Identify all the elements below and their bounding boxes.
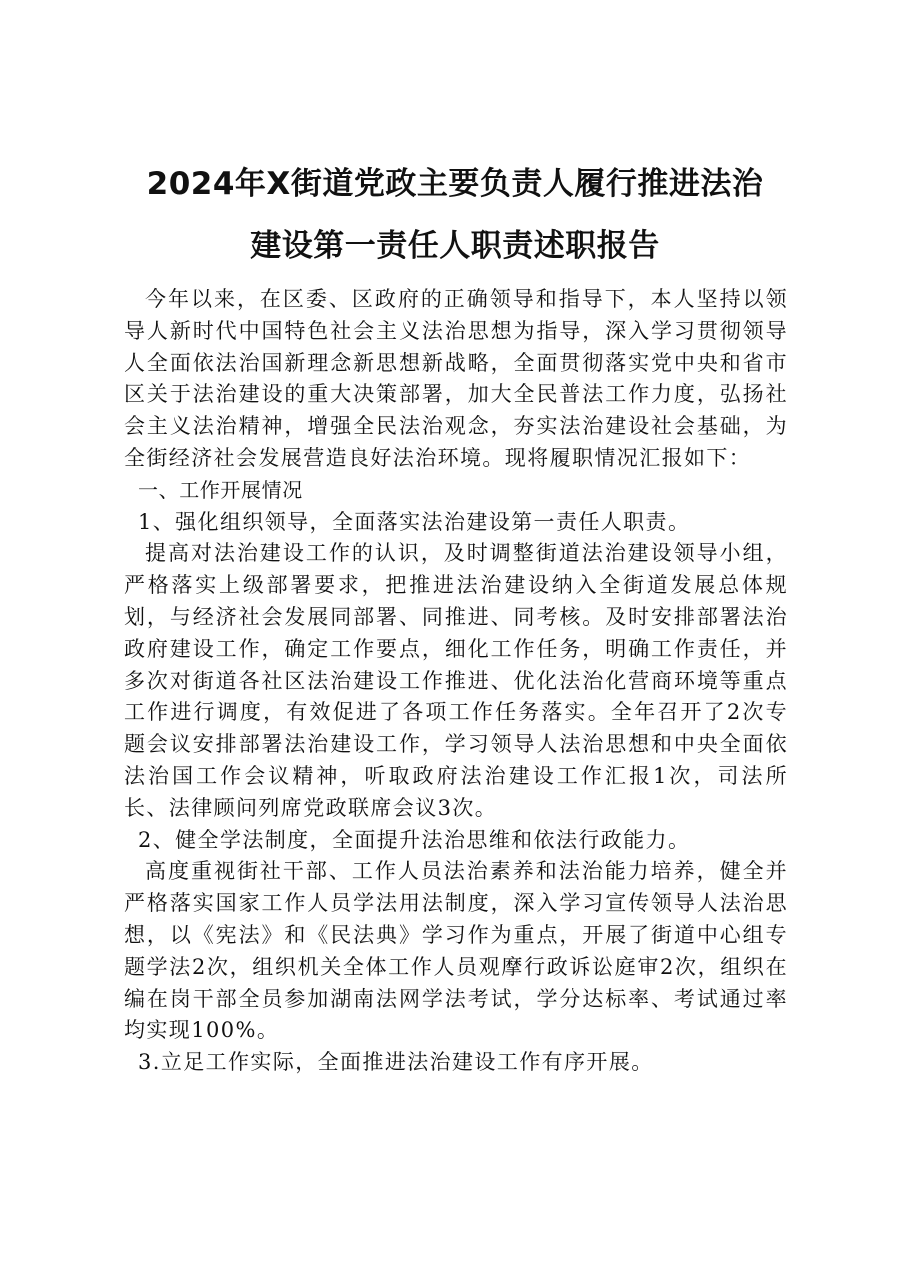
item-2-title: 2、健全学法制度，全面提升法治思维和依法行政能力。	[138, 827, 691, 852]
item-1-body: 提高对法治建设工作的认识，及时调整街道法治建设领导小组，严格落实上级部署要求，把推进法治建设纳入全街道发展总体规划，与经济社会发展同部署、同推进、同考核。及时安排部署法治政府建设工作，确定工作要点，细化工作任务，明确工作责任，并多次对街道各社区法治建设工作推进、优化法治化营商环境等重点工作进行调度，有效促进了各项工作任务落实。全年召开了2次专题会议安排部署法治建设工作，学习领导人法治思想和中央全面依法治国工作会议精神，听取政府法治建设工作汇报1次，司法所长、法律顾问列席党政联席会议3次。	[124, 541, 788, 820]
section-heading-work-status: 一、工作开展情况	[138, 477, 303, 502]
document-title-line-2: 建设第一责任人职责述职报告	[250, 228, 660, 264]
item-2-body: 高度重视街社干部、工作人员法治素养和法治能力培养，健全并严格落实国家工作人员学法用法制度，深入学习宣传领导人法治思想，以《宪法》和《民法典》学习作为重点，开展了街道中心组专题学法2次，组织机关全体工作人员观摩行政诉讼庭审2次，组织在编在岗干部全员参加湖南法网学法考试，学分达标率、考试通过率均实现100%。	[124, 859, 788, 1043]
item-3-title: 3.立足工作实际，全面推进法治建设工作有序开展。	[138, 1050, 654, 1075]
document-body	[124, 284, 788, 1079]
item-1-title: 1、强化组织领导，全面落实法治建设第一责任人职责。	[138, 509, 691, 534]
intro-paragraph: 今年以来，在区委、区政府的正确领导和指导下，本人坚持以领导人新时代中国特色社会主义法治思想为指导，深入学习贯彻领导人全面依法治国新理念新思想新战略，全面贯彻落实党中央和省市区关于法治建设的重大决策部署，加大全民普法工作力度，弘扬社会主义法治精神，增强全民法治观念，夯实法治建设社会基础，为全街经济社会发展营造良好法治环境。现将履职情况汇报如下：	[124, 287, 788, 470]
document-title-line-1: 2024年X街道党政主要负责人履行推进法治	[146, 166, 764, 202]
